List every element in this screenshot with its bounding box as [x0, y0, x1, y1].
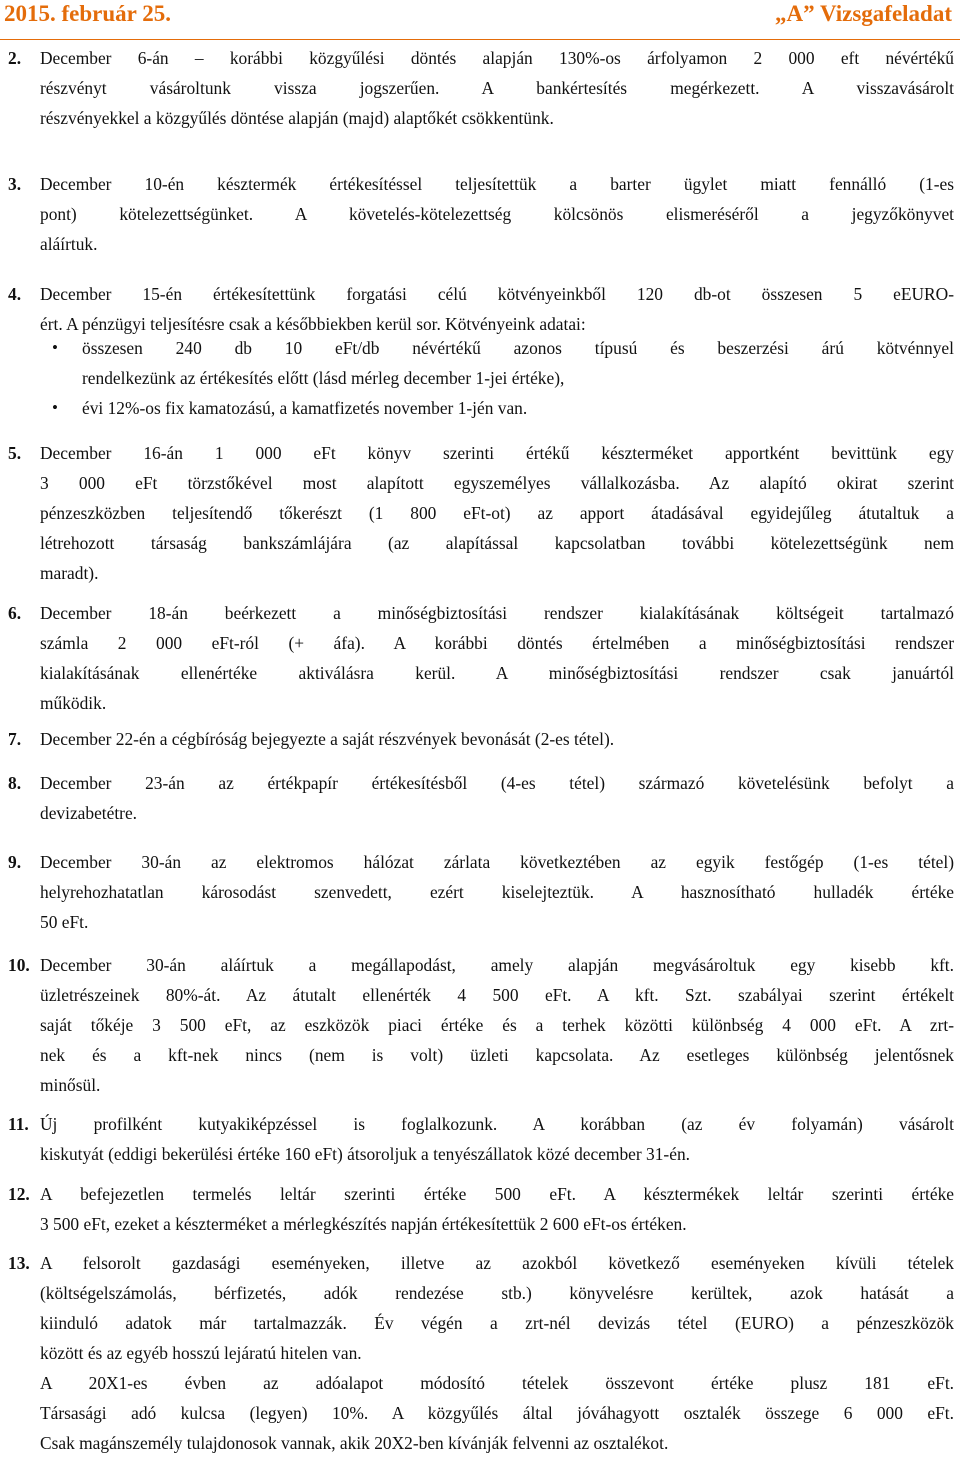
- text-line: 3 500 eFt, ezeket a készterméket a mérlegkészítés napján értékesítettük 2 600 eFt-os értéken.: [40, 1214, 687, 1234]
- text-line: számla 2 000 eFt-ról (+ áfa). A korábbi döntés értelmében a minőségbiztosítási rendszer: [40, 633, 954, 653]
- item-number: 5.: [8, 443, 22, 463]
- item-text: [40, 598, 954, 718]
- header-title: „A” Vizsgafeladat: [775, 1, 952, 26]
- text-line: ért. A pénzügyi teljesítésre csak a későbbiekben kerül sor. Kötvényeink adatai:: [40, 314, 586, 334]
- text-line: helyrehozhatatlan károsodást szenvedett, ezért kiselejteztük. A hasznosítható hulladék értéke: [40, 882, 954, 902]
- text-line: 50 eFt.: [40, 912, 89, 932]
- item-text: [40, 438, 954, 588]
- text-line: minősül.: [40, 1075, 101, 1095]
- text-line: December 18-án beérkezett a minőségbiztosítási rendszer kialakításának költségeit tartalmazó: [40, 603, 954, 623]
- bullet-text-line: évi 12%-os fix kamatozású, a kamatfizetés november 1-jén van.: [82, 398, 528, 418]
- header-date: 2015. február 25.: [4, 1, 171, 26]
- text-line: December 10-én késztermék értékesítéssel teljesítettük a barter ügylet miatt fennálló (1-es: [40, 174, 954, 194]
- text-line: (költségelszámolás, bérfizetés, adók rendezése stb.) könyvelésre kerültek, azok hatását a: [40, 1283, 954, 1303]
- text-line: pont) kötelezettségünket. A követelés-kötelezettség kölcsönös elismeréséről a jegyzőkönyvet: [40, 204, 954, 224]
- bullet-text-line: összesen 240 db 10 eFt/db névértékű azonos típusú és beszerzési árú kötvénnyel: [82, 338, 954, 358]
- item-number: 12.: [8, 1184, 30, 1204]
- text-line: December 22-én a cégbíróság bejegyezte a saját részvények bevonását (2-es tétel).: [40, 729, 615, 749]
- text-line: devizabetétre.: [40, 803, 138, 823]
- item-text: [40, 724, 954, 754]
- item-number: 11.: [8, 1114, 29, 1134]
- item-number: 10.: [8, 955, 30, 975]
- text-line: December 6-án – korábbi közgyűlési döntés alapján 130%-os árfolyamon 2 000 eft névértékű: [40, 48, 954, 68]
- item-number: 8.: [8, 773, 22, 793]
- text-line: nek és a kft-nek nincs (nem is volt) üzleti kapcsolata. Az esetleges különbség jelentősnek: [40, 1045, 954, 1065]
- text-line: December 15-én értékesítettünk forgatási célú kötvényeinkből 120 db-ot összesen 5 eEURO-: [40, 284, 954, 304]
- text-line: Új profilként kutyakiképzéssel is foglalkozunk. A korábban (az év folyamán) vásárolt: [40, 1114, 954, 1134]
- item-text: [40, 1179, 954, 1239]
- text-line: részvényekkel a közgyűlés döntése alapján (majd) alaptőkét csökkentünk.: [40, 108, 554, 128]
- text-line: részvényt vásároltunk vissza jogszerűen. A bankértesítés megérkezett. A visszavásárolt: [40, 78, 954, 98]
- text-line: között és az egyéb hosszú lejáratú hitelen van.: [40, 1343, 362, 1363]
- text-line: aláírtuk.: [40, 234, 98, 254]
- bullet-text-line: rendelkezünk az értékesítés előtt (lásd mérleg december 1-jei értéke),: [82, 368, 565, 388]
- item-number: 7.: [8, 729, 22, 749]
- text-line: kialakításának ellenértéke aktiválásra kerül. A minőségbiztosítási rendszer csak januártól: [40, 663, 954, 683]
- text-line: A befejezetlen termelés leltár szerinti értéke 500 eFt. A késztermékek leltár szerinti értéke: [40, 1184, 954, 1204]
- item-text: [40, 43, 954, 133]
- item-text: [40, 768, 954, 828]
- item-number: 2.: [8, 48, 22, 68]
- text-line: kiinduló adatok már tartalmazzák. Év végén a zrt-nél devizás tétel (EURO) a pénzeszközök: [40, 1313, 954, 1333]
- item-text: [40, 169, 954, 259]
- text-line: December 23-án az értékpapír értékesítésből (4-es tétel) származó követelésünk befolyt a: [40, 773, 954, 793]
- item-text: [40, 279, 954, 339]
- text-line: A 20X1-es évben az adóalapot módosító tételek összevont értéke plusz 181 eFt.: [40, 1373, 954, 1393]
- item-number: 6.: [8, 603, 22, 623]
- text-line: 3 000 eFt törzstőkével most alapított egyszemélyes vállalkozásba. Az alapító okirat szerint: [40, 473, 954, 493]
- item-text: [40, 1248, 954, 1458]
- text-line: létrehozott társaság bankszámlájára (az alapítással kapcsolatban további kötelezettségünk nem: [40, 533, 954, 553]
- item-number: 13.: [8, 1253, 30, 1273]
- text-line: működik.: [40, 693, 107, 713]
- text-line: üzletrészeinek 80%-át. Az átutalt ellenérték 4 500 eFt. A kft. Szt. szabályai szerint értékelt: [40, 985, 954, 1005]
- text-line: kiskutyát (eddigi bekerülési értéke 160 eFt) átsoroljuk a tenyészállatok közé december 31-én.: [40, 1144, 690, 1164]
- text-line: A felsorolt gazdasági eseményeken, illetve az azokból következő eseményeken kívüli tételek: [40, 1253, 954, 1273]
- text-line: December 30-án aláírtuk a megállapodást, amely alapján megvásároltuk egy kisebb kft.: [40, 955, 954, 975]
- text-line: December 30-án az elektromos hálózat zárlata következtében az egyik festőgép (1-es tétel): [40, 852, 954, 872]
- text-line: Csak magánszemély tulajdonosok vannak, akik 20X2-ben kívánják felvenni az osztalékot.: [40, 1433, 669, 1453]
- item-number: 3.: [8, 174, 22, 194]
- text-line: December 16-án 1 000 eFt könyv szerinti értékű készterméket apportként bevittünk egy: [40, 443, 954, 463]
- page-header: [0, 0, 960, 40]
- bullet-icon: •: [52, 398, 58, 417]
- text-line: saját tőkéje 3 500 eFt, az eszközök piaci értéke és a terhek közötti különbség 4 000 eFt. A zrt-: [40, 1015, 954, 1035]
- item-text: [40, 950, 954, 1100]
- item-number: 9.: [8, 852, 22, 872]
- bullet-icon: •: [52, 338, 58, 357]
- item-text: [40, 847, 954, 937]
- text-line: Társasági adó kulcsa (legyen) 10%. A közgyűlés által jóváhagyott osztalék összege 6 000 eFt.: [40, 1403, 954, 1423]
- text-line: maradt).: [40, 563, 99, 583]
- item-text: [40, 1109, 954, 1169]
- text-line: pénzeszközben teljesítendő tőkerészt (1 800 eFt-ot) az apport átadásával egyidejűleg átutaltuk a: [40, 503, 954, 523]
- item-number: 4.: [8, 284, 22, 304]
